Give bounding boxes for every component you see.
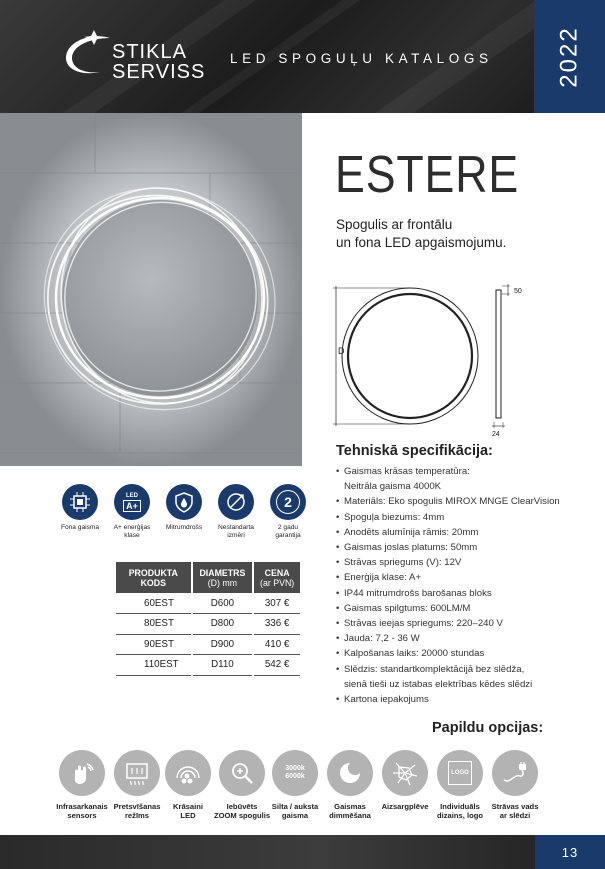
infrared-sensor-icon bbox=[59, 750, 105, 796]
product-subtitle-line2: un fona LED apgaismojumu. bbox=[336, 235, 507, 250]
technical-drawing bbox=[330, 278, 530, 438]
year-text: 2022 bbox=[555, 25, 583, 88]
warm-cold-light-icon: 3000k 6000k bbox=[272, 750, 318, 796]
table-row bbox=[116, 614, 301, 635]
brand-logo bbox=[60, 22, 210, 87]
product-subtitle bbox=[336, 216, 576, 252]
option-power-cord-switch bbox=[485, 750, 545, 820]
spec-item: • IP44 mitrumdrošs barošanas bloks bbox=[336, 586, 601, 601]
mirror-photo-illustration bbox=[0, 113, 302, 466]
custom-size-icon bbox=[218, 484, 254, 520]
feature-label: Nestandarta izmēri bbox=[218, 524, 254, 539]
product-photo bbox=[0, 113, 302, 466]
brand-name-line2: SERVISS bbox=[112, 61, 206, 83]
page-footer bbox=[0, 835, 535, 869]
price-table bbox=[116, 562, 302, 676]
spec-item: • Strāvas spriegums (V): 12V bbox=[336, 555, 601, 570]
option-label: Strāvas vads ar slēdzi bbox=[491, 802, 539, 820]
option-label: Infrasarkanais sensors bbox=[56, 802, 108, 820]
year-label bbox=[534, 0, 605, 113]
depth-label: 50 bbox=[514, 288, 522, 295]
feature-warranty bbox=[263, 484, 313, 540]
brand-name-line1: STIKLA bbox=[112, 41, 187, 63]
shatter-film-icon bbox=[382, 750, 428, 796]
option-label: Individuāls dizains, logo bbox=[437, 802, 483, 820]
spec-item: • Gaismas krāsas temperatūra: Neitrāla gaisma 4000K bbox=[336, 464, 601, 494]
option-shatter-film bbox=[375, 750, 435, 811]
frame-label: 24 bbox=[492, 431, 500, 438]
dimming-icon bbox=[327, 750, 373, 796]
option-dimming bbox=[320, 750, 380, 820]
option-zoom-mirror bbox=[212, 750, 272, 820]
option-infrared-sensor bbox=[52, 750, 112, 820]
page-number: 13 bbox=[535, 835, 605, 869]
option-label: Iebūvēts ZOOM spogulis bbox=[213, 802, 271, 820]
option-label: Gaismas dimmēšana bbox=[329, 802, 371, 820]
feature-label: A+ enerģijas klase bbox=[113, 524, 151, 539]
column-header-diameter: DIAMETRS (D) mm bbox=[192, 562, 254, 593]
option-color-led bbox=[158, 750, 218, 820]
price-cell: 336 € bbox=[253, 614, 301, 635]
option-label: Silta / auksta gaisma bbox=[271, 802, 319, 820]
table-header-row bbox=[116, 562, 301, 593]
option-label: Krāsaini LED bbox=[173, 802, 203, 820]
anti-fog-icon bbox=[114, 750, 160, 796]
feature-label: Mitrumdrošs bbox=[165, 524, 203, 531]
warranty-icon: 2 bbox=[270, 484, 306, 520]
zoom-mirror-icon bbox=[219, 750, 265, 796]
spec-item-continuation: sienā tieši uz istabas elektrības kēdes slēdzi bbox=[344, 678, 533, 690]
water-drop-shield-icon bbox=[166, 484, 202, 520]
options-title: Papildu opcijas: bbox=[432, 720, 544, 736]
spec-item: • Spoguļa biezums: 4mm bbox=[336, 510, 601, 525]
product-code-cell: 60EST bbox=[116, 593, 192, 614]
feature-back-light bbox=[55, 484, 105, 532]
option-label: Pretsvīšanas režīms bbox=[113, 802, 161, 820]
table-row bbox=[116, 655, 301, 676]
diameter-cell: D900 bbox=[192, 634, 254, 655]
price-cell: 542 € bbox=[253, 655, 301, 676]
price-cell: 307 € bbox=[253, 593, 301, 614]
spec-list bbox=[336, 464, 601, 707]
product-subtitle-line1: Spogulis ar frontālu bbox=[336, 217, 453, 232]
power-cord-switch-icon bbox=[492, 750, 538, 796]
diameter-cell: D800 bbox=[192, 614, 254, 635]
product-code-cell: 110EST bbox=[116, 655, 192, 676]
spec-item: • Materiāls: Eko spogulis MIROX MNGE ClearVision bbox=[336, 494, 601, 509]
spec-item: • Strāvas ieejas spriegums: 220–240 V bbox=[336, 616, 601, 631]
product-code-cell: 80EST bbox=[116, 614, 192, 635]
page-header bbox=[0, 0, 605, 113]
column-header-price: CENA (ar PVN) bbox=[253, 562, 301, 593]
product-name: ESTERE bbox=[335, 146, 520, 204]
spec-item: • Anodēts alumīnija rāmis: 20mm bbox=[336, 525, 601, 540]
color-led-icon bbox=[165, 750, 211, 796]
dimension-drawing bbox=[330, 278, 530, 438]
table-row bbox=[116, 593, 301, 614]
option-warm-cold-light bbox=[265, 750, 325, 820]
option-label: Aizsargplēve bbox=[381, 802, 429, 811]
diameter-cell: D600 bbox=[192, 593, 254, 614]
spec-item: • Gaismas joslas platums: 50mm bbox=[336, 540, 601, 555]
custom-logo-icon: LOGO bbox=[437, 750, 483, 796]
feature-label: 2 gadu garantija bbox=[275, 524, 301, 539]
spec-item: • Gaismas spilgtums: 600LM/M bbox=[336, 601, 601, 616]
spec-item: • Enerģija klase: A+ bbox=[336, 570, 601, 585]
spec-title: Tehniskā specifikācija: bbox=[336, 443, 493, 459]
column-header-code: PRODUKTA KODS bbox=[116, 562, 192, 593]
product-code-cell: 90EST bbox=[116, 634, 192, 655]
spec-item: • Slēdzis: standartkomplektācijā bez slēdža, sienā tieši uz istabas elektrības kēdes slēdzi bbox=[336, 662, 601, 692]
feature-icons bbox=[55, 484, 305, 554]
diameter-label: D bbox=[338, 346, 345, 356]
catalog-title: LED SPOGUĻU KATALOGS bbox=[230, 51, 493, 66]
feature-label: Fona gaisma bbox=[60, 524, 100, 531]
spec-item: • Jauda: 7,2 - 36 W bbox=[336, 631, 601, 646]
option-custom-logo bbox=[430, 750, 490, 820]
feature-energy-class bbox=[107, 484, 157, 540]
feature-moisture-proof bbox=[159, 484, 209, 532]
price-cell: 410 € bbox=[253, 634, 301, 655]
feature-custom-size bbox=[211, 484, 261, 540]
spec-item: • Kalpošanas laiks: 20000 stundas bbox=[336, 646, 601, 661]
led-chip-icon bbox=[62, 484, 98, 520]
energy-class-icon: LED A+ bbox=[114, 484, 150, 520]
spec-item-continuation: Neitrāla gaisma 4000K bbox=[344, 481, 442, 493]
logo-swoosh-icon bbox=[60, 24, 120, 84]
table-row bbox=[116, 634, 301, 655]
diameter-cell: D110 bbox=[192, 655, 254, 676]
spec-item: • Kartona iepakojums bbox=[336, 692, 601, 707]
